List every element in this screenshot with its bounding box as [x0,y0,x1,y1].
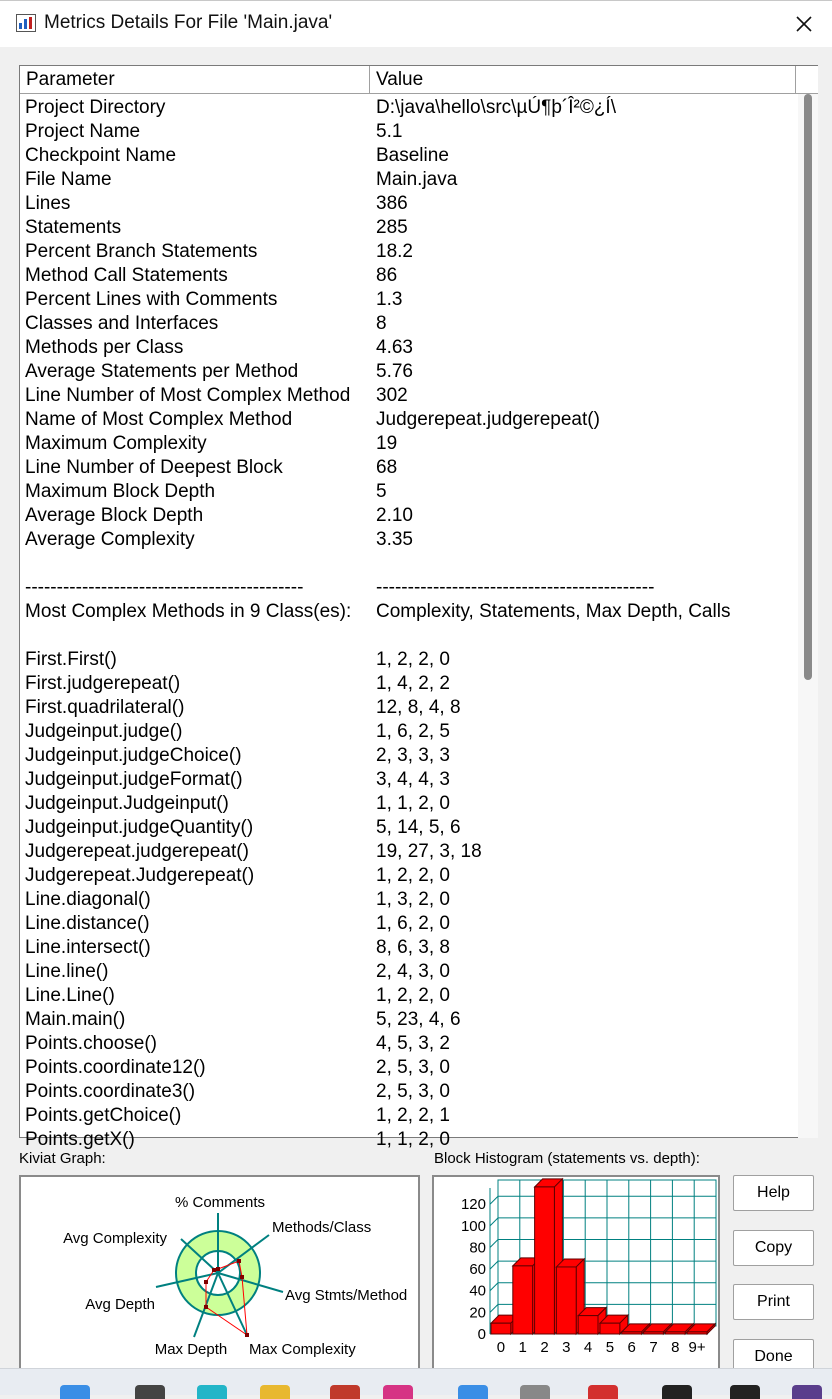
grid-line [490,1304,498,1312]
title-bar [0,0,832,47]
parameter-cell: Line.diagonal() [25,889,151,910]
parameter-cell: -------------------------------------------- [25,577,304,598]
parameter-cell: Average Block Depth [25,505,204,526]
y-tick-label: 0 [477,1326,486,1343]
block-histogram [432,1175,720,1375]
parameter-cell: First.First() [25,649,117,670]
parameter-cell: Judgeinput.judge() [25,721,183,742]
parameter-cell: Line.line() [25,961,109,982]
value-cell: 2, 4, 3, 0 [376,961,450,982]
table-row[interactable] [20,240,796,264]
table-row[interactable] [20,696,796,720]
table-row[interactable] [20,744,796,768]
table-row[interactable] [20,384,796,408]
app-icon-taskbar[interactable] [383,1385,413,1399]
column-header-value[interactable]: Value [370,66,796,94]
value-cell: 302 [376,385,408,406]
value-cell: 5 [376,481,387,502]
histogram-bar [622,1332,642,1334]
parameter-cell: Judgeinput.judgeFormat() [25,769,243,790]
table-row[interactable] [20,360,796,384]
value-cell: 386 [376,193,408,214]
kiviat-axis-label: Avg Depth [85,1296,155,1313]
value-cell: 285 [376,217,408,238]
table-row[interactable] [20,312,796,336]
table-row[interactable] [20,456,796,480]
table-row[interactable] [20,960,796,984]
window-title: Metrics Details For File 'Main.java' [44,12,333,33]
value-cell: 1, 6, 2, 5 [376,721,450,742]
value-cell: 1, 1, 2, 0 [376,1129,450,1150]
value-cell: 86 [376,265,398,286]
parameter-cell: Judgerepeat.Judgerepeat() [25,865,255,886]
grid-line [490,1218,498,1226]
parameter-cell: File Name [25,169,112,190]
value-cell: 1.3 [376,289,403,310]
parameter-cell: Line Number of Most Complex Method [25,385,351,406]
close-icon[interactable] [795,15,813,33]
value-cell: 2, 3, 3, 3 [376,745,450,766]
histogram-label: Block Histogram (statements vs. depth): [434,1150,700,1167]
parameter-cell: Maximum Block Depth [25,481,216,502]
value-cell: 1, 2, 2, 0 [376,649,450,670]
value-cell: 1, 3, 2, 0 [376,889,450,910]
y-tick-label: 20 [469,1304,486,1322]
table-row[interactable] [20,216,796,240]
parameter-cell: Judgeinput.judgeQuantity() [25,817,254,838]
histogram-bar [644,1332,664,1334]
x-tick-label: 3 [562,1339,571,1356]
table-row[interactable] [20,984,796,1008]
parameter-cell: Most Complex Methods in 9 Class(es): [25,601,352,622]
table-row[interactable] [20,480,796,504]
table-row[interactable] [20,96,796,120]
parameter-cell: Points.coordinate12() [25,1057,206,1078]
y-tick-label: 80 [469,1239,486,1257]
x-tick-label: 9+ [688,1339,706,1356]
parameter-cell: Project Name [25,121,141,142]
histogram-bar [687,1332,707,1334]
table-row[interactable] [20,792,796,816]
table-row[interactable] [20,1128,796,1152]
parameter-cell: Lines [25,193,71,214]
taskbar [0,1368,832,1395]
x-tick-label: 2 [540,1339,549,1356]
table-row[interactable] [20,936,796,960]
print-button[interactable]: Print [733,1284,814,1320]
parameter-cell: Maximum Complexity [25,433,207,454]
value-cell: 1, 2, 2, 1 [376,1105,450,1126]
x-tick-label: 6 [627,1339,636,1356]
x-tick-label: 8 [671,1339,680,1356]
table-row[interactable] [20,504,796,528]
parameter-cell: Project Directory [25,97,166,118]
table-row[interactable] [20,864,796,888]
table-row[interactable] [20,432,796,456]
table-row[interactable] [20,600,796,624]
kiviat-label: Kiviat Graph: [19,1150,106,1167]
kiviat-axis-label: Max Depth [154,1341,228,1358]
histogram-svg [434,1177,718,1373]
table-row[interactable] [20,1104,796,1128]
app-icon [16,14,36,32]
value-cell: 8, 6, 3, 8 [376,937,450,958]
value-cell: 3, 4, 4, 3 [376,769,450,790]
value-cell: 1, 2, 2, 0 [376,985,450,1006]
parameter-cell: Points.getX() [25,1129,135,1150]
parameter-cell: Statements [25,217,122,238]
grid-line [490,1196,498,1204]
kiviat-svg [21,1177,418,1373]
value-cell: 5.76 [376,361,413,382]
value-cell: 1, 1, 2, 0 [376,793,450,814]
value-cell: Judgerepeat.judgerepeat() [376,409,600,430]
parameter-cell: First.quadrilateral() [25,697,185,718]
scrollbar-thumb[interactable] [804,94,812,680]
start-icon[interactable] [60,1385,90,1399]
value-cell: -------------------------------------------- [376,577,655,598]
value-cell: 5, 14, 5, 6 [376,817,461,838]
value-cell: Baseline [376,145,449,166]
table-row[interactable] [20,120,796,144]
table-row[interactable] [20,408,796,432]
value-cell: 8 [376,313,387,334]
parameter-cell: Line.Line() [25,985,115,1006]
done-button[interactable]: Done [733,1339,814,1375]
vertical-scrollbar[interactable] [798,94,818,1138]
table-row[interactable] [20,840,796,864]
table-row[interactable] [20,768,796,792]
table-row[interactable] [20,552,796,576]
value-cell: 4, 5, 3, 2 [376,1033,450,1054]
value-cell: Main.java [376,169,458,190]
app-icon-taskbar[interactable] [730,1385,760,1399]
y-tick-label: 100 [460,1217,486,1235]
parameter-cell: Points.getChoice() [25,1105,182,1126]
table-row[interactable] [20,648,796,672]
grid-line [490,1283,498,1291]
histogram-bar [491,1323,511,1334]
value-cell: 3.35 [376,529,413,550]
app-icon-taskbar[interactable] [662,1385,692,1399]
value-cell: 4.63 [376,337,413,358]
help-button[interactable]: Help [733,1175,814,1211]
table-row[interactable] [20,720,796,744]
y-tick-label: 40 [469,1282,486,1300]
value-cell: 5, 23, 4, 6 [376,1009,461,1030]
value-cell: 1, 2, 2, 0 [376,865,450,886]
parameter-cell: Line.distance() [25,913,150,934]
close-button[interactable] [776,1,832,47]
histogram-bar [600,1323,620,1334]
parameter-cell: Line Number of Deepest Block [25,457,283,478]
parameter-cell: Average Complexity [25,529,195,550]
parameter-cell: Percent Lines with Comments [25,289,278,310]
parameter-cell: Main.main() [25,1009,126,1030]
kiviat-axis-label: Max Complexity [249,1341,356,1358]
table-row[interactable] [20,1008,796,1032]
app-icon-taskbar[interactable] [520,1385,550,1399]
table-row[interactable] [20,144,796,168]
histogram-bar [556,1267,576,1334]
table-row[interactable] [20,168,796,192]
x-tick-label: 5 [605,1339,615,1356]
kiviat-axis-label: % Comments [174,1194,266,1211]
histogram-bar [578,1316,598,1334]
value-cell: 2, 5, 3, 0 [376,1081,450,1102]
histogram-bar [513,1266,533,1334]
table-row[interactable] [20,888,796,912]
y-tick-label: 120 [460,1196,486,1214]
parameter-cell: Checkpoint Name [25,145,177,166]
value-cell: 19, 27, 3, 18 [376,841,482,862]
parameter-cell: Judgeinput.judgeChoice() [25,745,242,766]
table-row[interactable] [20,192,796,216]
value-cell: 12, 8, 4, 8 [376,697,461,718]
search-icon[interactable] [135,1385,165,1399]
table-body [20,96,796,1152]
x-tick-label: 0 [496,1339,506,1356]
table-row[interactable] [20,816,796,840]
table-row[interactable] [20,1080,796,1104]
kiviat-axis-label: Methods/Class [272,1219,372,1236]
value-cell: 1, 6, 2, 0 [376,913,450,934]
value-cell: 18.2 [376,241,413,262]
parameter-cell: Methods per Class [25,337,184,358]
table-row[interactable] [20,576,796,600]
header-filler [796,66,818,94]
kiviat-graph [19,1175,420,1375]
table-row[interactable] [20,624,796,648]
kiviat-axis-label: Avg Stmts/Method [285,1287,408,1304]
browser-icon[interactable] [197,1385,227,1399]
parameter-cell: Classes and Interfaces [25,313,219,334]
table-row[interactable] [20,1056,796,1080]
parameter-cell: Judgeinput.Judgeinput() [25,793,229,814]
value-cell: 2.10 [376,505,413,526]
parameter-cell: Points.choose() [25,1033,158,1054]
parameter-cell: First.judgerepeat() [25,673,181,694]
kiviat-axis-label: Avg Complexity [63,1230,167,1247]
value-cell: 1, 4, 2, 2 [376,673,450,694]
x-tick-label: 7 [649,1339,658,1356]
table-row[interactable] [20,912,796,936]
parameter-cell: Points.coordinate3() [25,1081,196,1102]
column-header-parameter[interactable]: Parameter [20,66,370,94]
table-row[interactable] [20,528,796,552]
parameter-cell: Line.intersect() [25,937,151,958]
grid-line [490,1239,498,1247]
value-cell: D:\java\hello\src\µÚ¶þ´Î²©¿Í\ [376,97,616,118]
value-cell: 5.1 [376,121,403,142]
parameter-cell: Percent Branch Statements [25,241,258,262]
metrics-table [19,65,818,1150]
table-row[interactable] [20,288,796,312]
copy-button[interactable]: Copy [733,1230,814,1266]
value-cell: 19 [376,433,398,454]
parameter-cell: Judgerepeat.judgerepeat() [25,841,249,862]
table-row[interactable] [20,672,796,696]
folder-icon[interactable] [260,1385,290,1399]
grid-line [490,1261,498,1269]
value-cell: 68 [376,457,398,478]
histogram-bar [665,1332,685,1334]
value-cell: 2, 5, 3, 0 [376,1057,450,1078]
parameter-cell: Method Call Statements [25,265,228,286]
app-icon-taskbar[interactable] [458,1385,488,1399]
table-row[interactable] [20,1032,796,1056]
value-cell: Complexity, Statements, Max Depth, Calls [376,601,731,622]
histogram-bar [535,1187,555,1334]
app-icon-taskbar[interactable] [330,1385,360,1399]
table-row[interactable] [20,336,796,360]
x-tick-label: 4 [583,1339,593,1356]
table-row[interactable] [20,264,796,288]
y-tick-label: 60 [469,1261,486,1279]
app-icon-taskbar[interactable] [792,1385,822,1399]
app-icon-taskbar[interactable] [588,1385,618,1399]
x-tick-label: 1 [518,1339,527,1356]
parameter-cell: Average Statements per Method [25,361,299,382]
parameter-cell: Name of Most Complex Method [25,409,293,430]
